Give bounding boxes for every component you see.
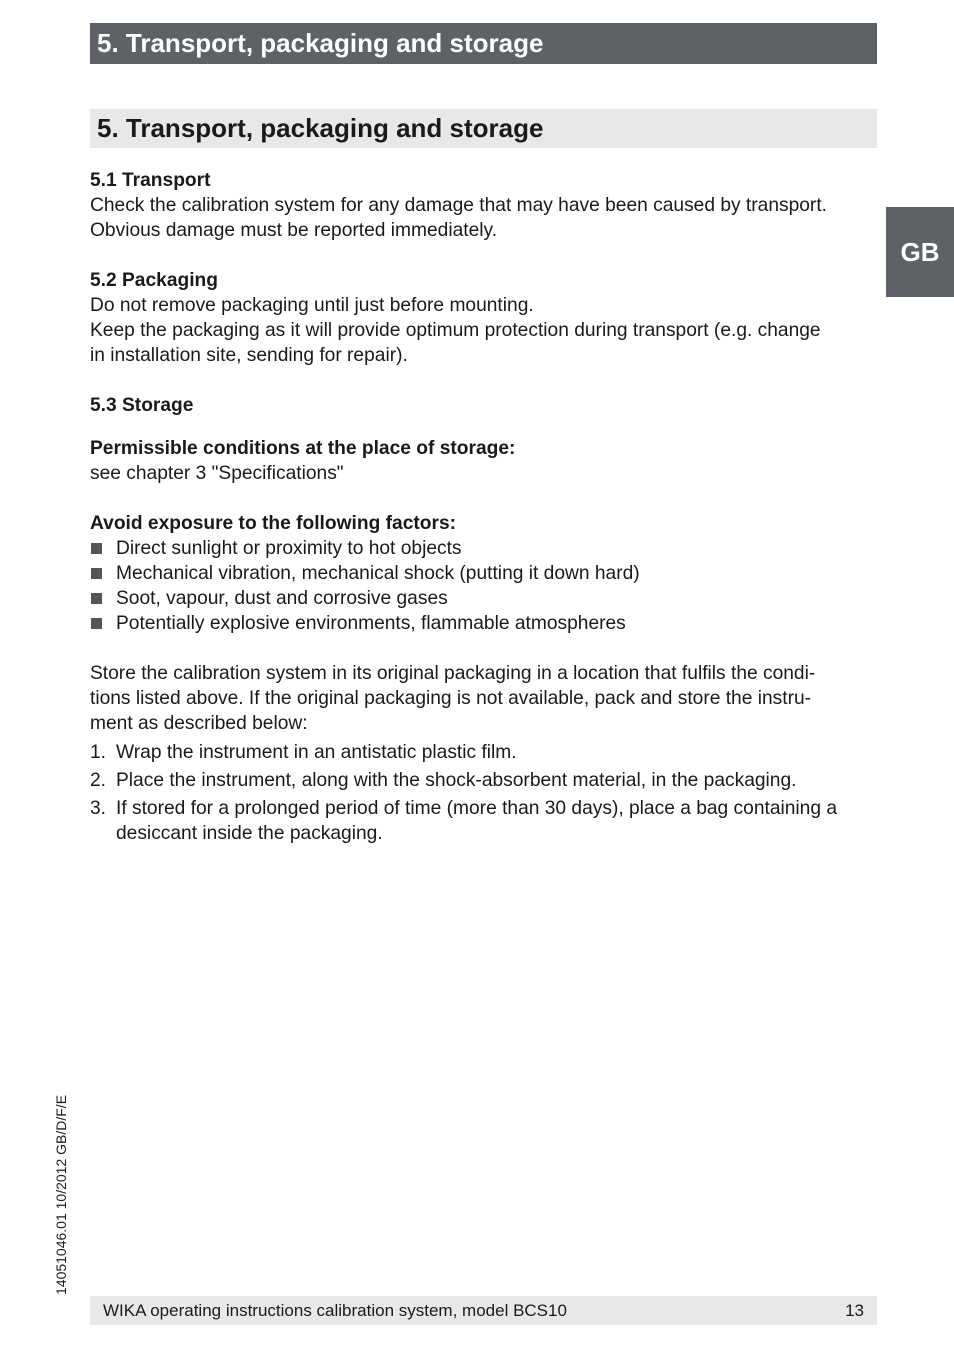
step-text: Wrap the instrument in an antistatic plastic film. <box>116 742 517 763</box>
avoid-heading: Avoid exposure to the following factors: <box>90 513 457 534</box>
transport-line: Check the calibration system for any damage that may have been caused by transport. <box>90 195 827 216</box>
page-number: 13 <box>845 1301 864 1320</box>
page-footer <box>90 1296 877 1325</box>
document-code: 14051046.01 10/2012 GB/D/F/E <box>53 1094 69 1295</box>
list-item <box>90 611 880 636</box>
list-item <box>90 796 880 846</box>
transport-heading: 5.1 Transport <box>90 170 211 191</box>
store-paragraph-line: tions listed above. If the original packaging is not available, pack and store the instru- <box>90 688 812 709</box>
list-item-text: Potentially explosive environments, flammable atmospheres <box>116 613 626 634</box>
list-item <box>90 740 880 765</box>
step-text: If stored for a prolonged period of time (more than 30 days), place a bag containing a <box>116 798 838 819</box>
square-bullet-icon <box>91 568 102 579</box>
store-paragraph-line: Store the calibration system in its original packaging in a location that fulfils the condi- <box>90 663 816 684</box>
conditions-heading: Permissible conditions at the place of storage: <box>90 438 516 459</box>
conditions-text: see chapter 3 "Specifications" <box>90 463 344 484</box>
step-text: Place the instrument, along with the shock-absorbent material, in the packaging. <box>116 770 797 791</box>
transport-line: Obvious damage must be reported immediately. <box>90 220 498 241</box>
step-text: desiccant inside the packaging. <box>116 823 383 844</box>
page-content <box>90 168 880 849</box>
step-number: 3. <box>90 798 107 819</box>
footer-text: WIKA operating instructions calibration system, model BCS10 <box>103 1301 567 1320</box>
avoid-list <box>90 536 880 636</box>
list-item <box>90 536 880 561</box>
packaging-line: in installation site, sending for repair). <box>90 345 408 366</box>
storage-steps <box>90 740 880 846</box>
storage-heading: 5.3 Storage <box>90 395 194 416</box>
step-number: 2. <box>90 770 107 791</box>
language-tab: GB <box>886 207 954 297</box>
list-item-text: Direct sunlight or proximity to hot objects <box>116 538 462 559</box>
packaging-line: Keep the packaging as it will provide optimum protection during transport (e.g. change <box>90 320 821 341</box>
packaging-heading: 5.2 Packaging <box>90 270 218 291</box>
list-item-text: Soot, vapour, dust and corrosive gases <box>116 588 448 609</box>
step-number: 1. <box>90 742 107 763</box>
square-bullet-icon <box>91 543 102 554</box>
list-item-text: Mechanical vibration, mechanical shock (putting it down hard) <box>116 563 640 584</box>
square-bullet-icon <box>91 593 102 604</box>
list-item <box>90 768 880 793</box>
list-item <box>90 586 880 611</box>
running-header: 5. Transport, packaging and storage <box>90 23 877 64</box>
packaging-line: Do not remove packaging until just before mounting. <box>90 295 534 316</box>
square-bullet-icon <box>91 618 102 629</box>
store-paragraph-line: ment as described below: <box>90 713 308 734</box>
list-item <box>90 561 880 586</box>
section-title: 5. Transport, packaging and storage <box>90 109 877 148</box>
